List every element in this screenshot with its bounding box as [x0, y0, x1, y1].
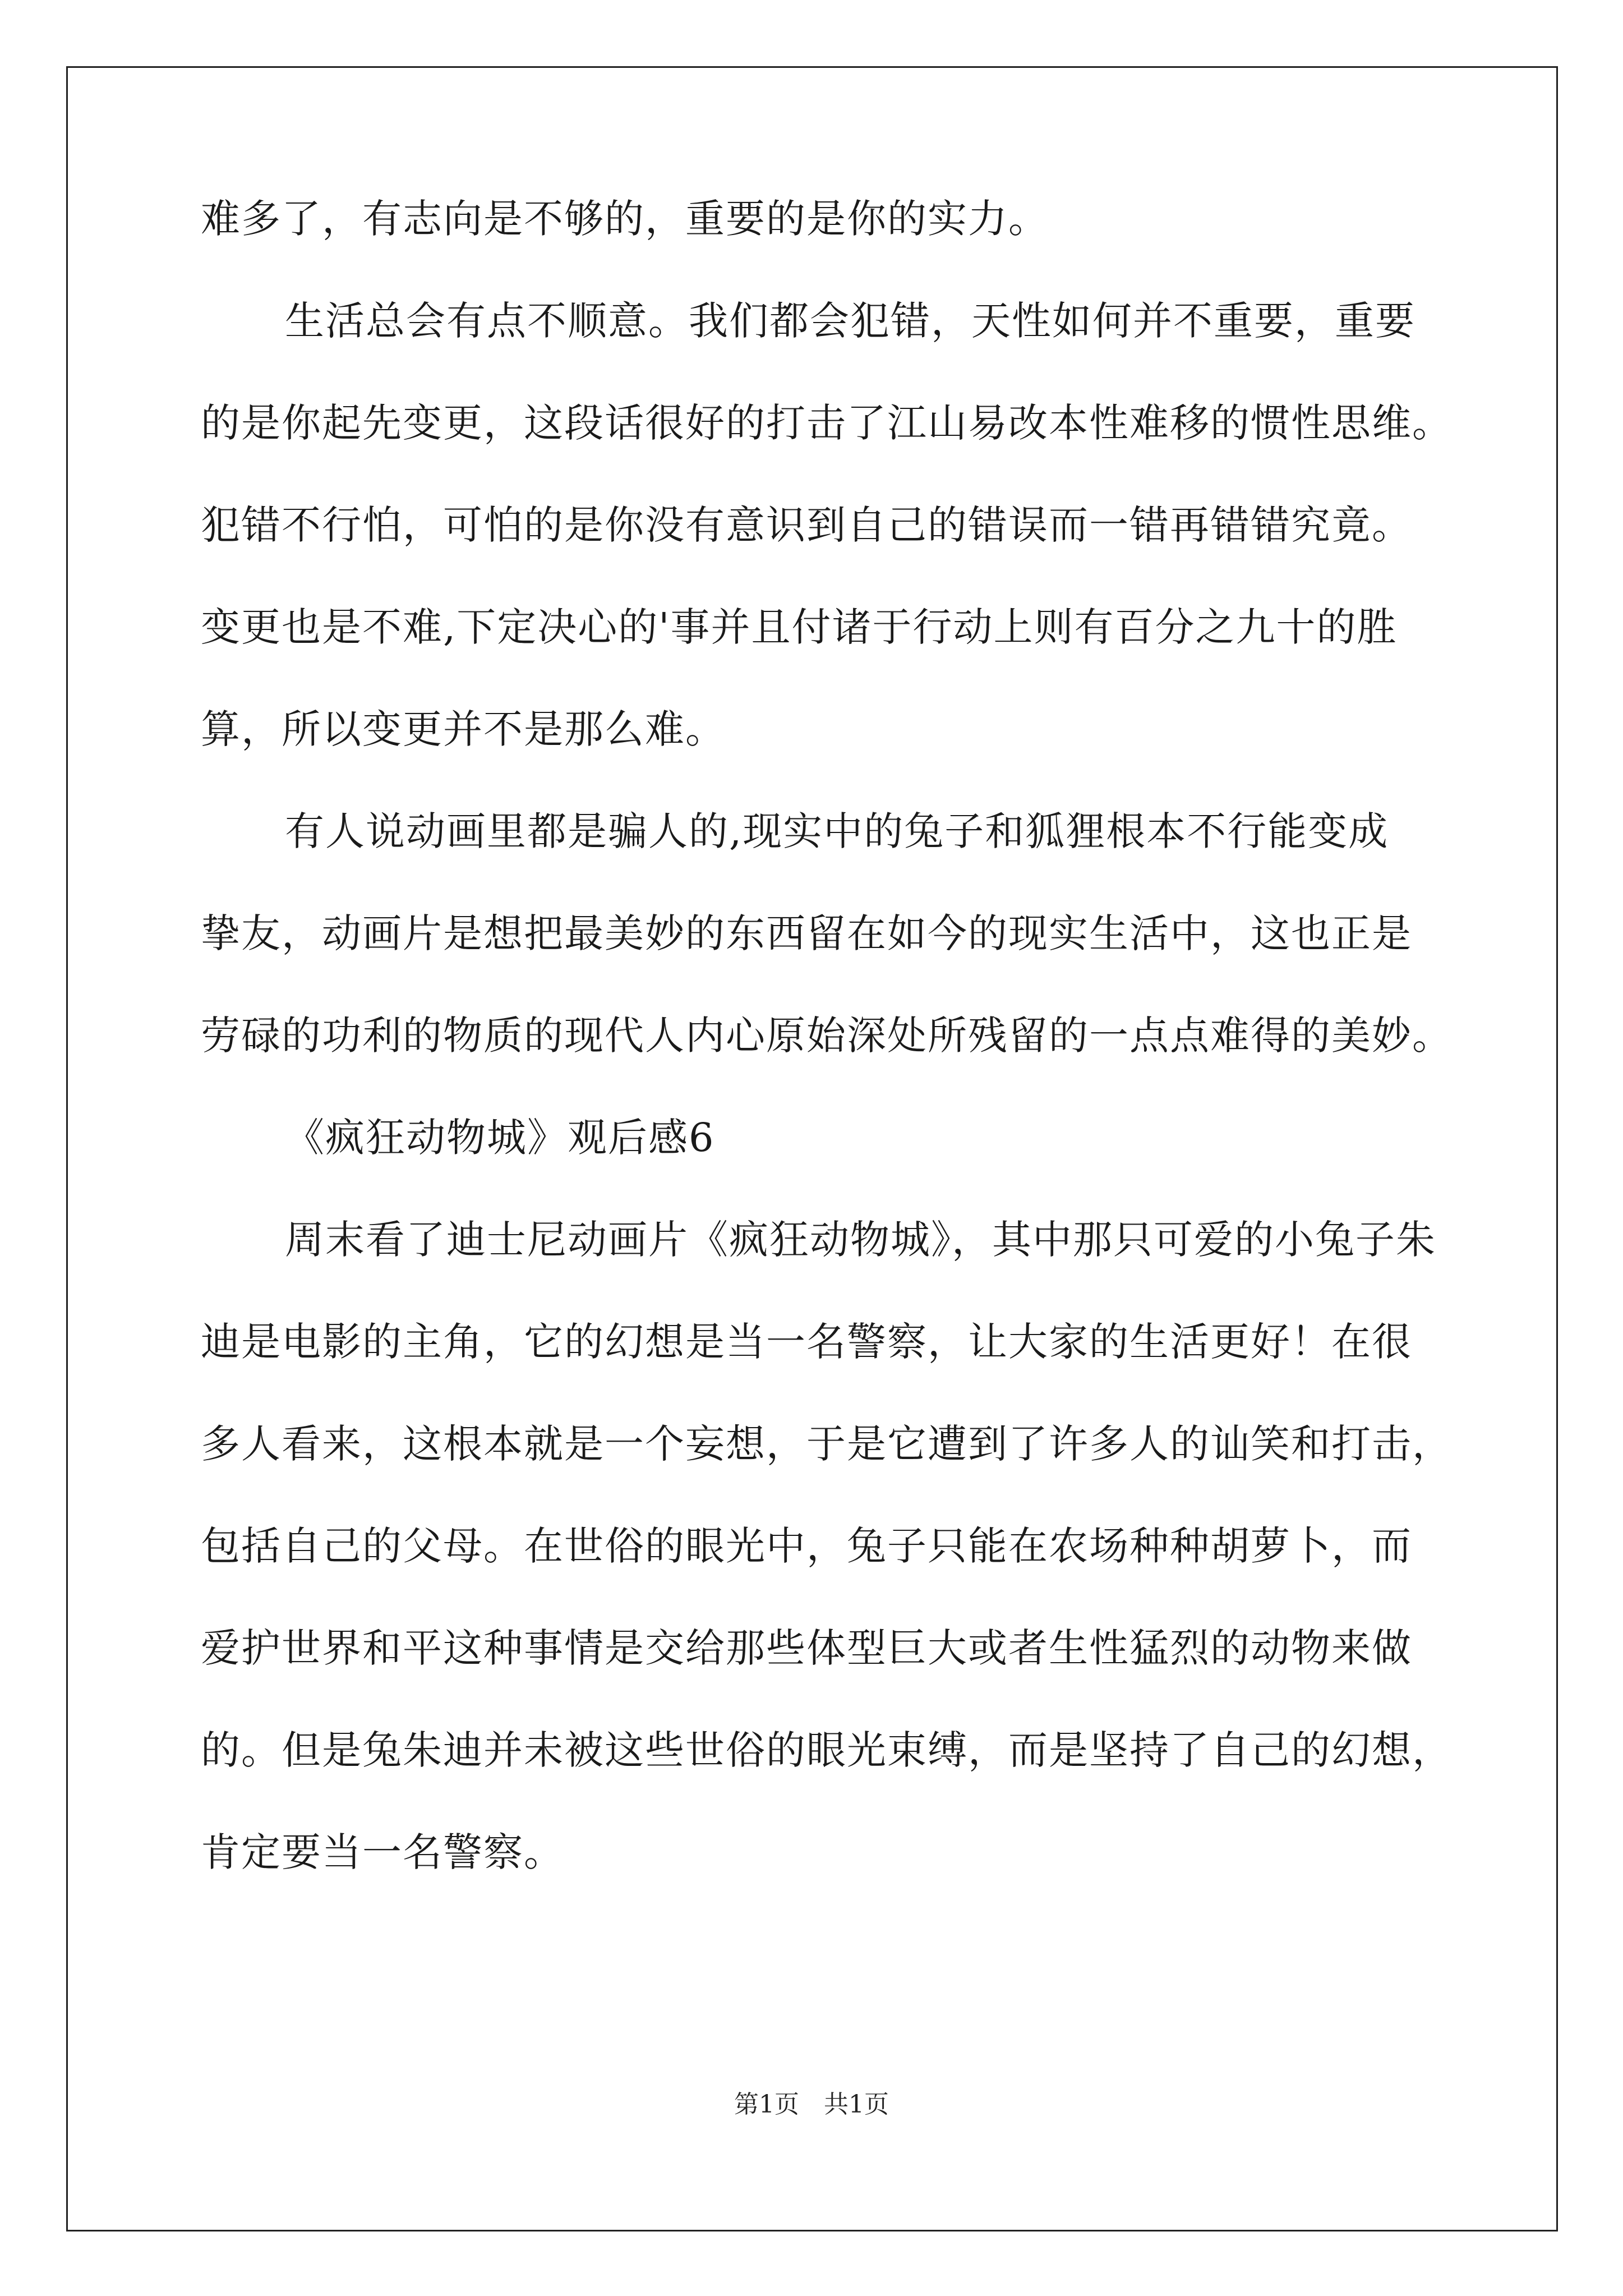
text-line: 有人说动画里都是骗人的,现实中的兔子和狐狸根本不行能变成	[285, 808, 1389, 854]
text-line: 变更也是不难,下定决心的'事并且付诸于行动上则有百分之九十的胜	[201, 604, 1398, 650]
text-line: 算，所以变更并不是那么难。	[201, 706, 726, 752]
text-line: 的。但是兔朱迪并未被这些世俗的眼光束缚，而是坚持了自己的幻想，	[201, 1727, 1453, 1773]
text-line: 的是你起先变更，这段话很好的打击了江山易改本性难移的惯性思维。	[201, 400, 1453, 446]
text-line: 犯错不行怕，可怕的是你没有意识到自己的错误而一错再错错究竟。	[201, 502, 1412, 548]
text-line: 爱护世界和平这种事情是交给那些体型巨大或者生性猛烈的动物来做	[201, 1625, 1412, 1671]
text-line: 挚友，动画片是想把最美妙的东西留在如今的现实生活中，这也正是	[201, 910, 1412, 956]
text-line: 肯定要当一名警察。	[201, 1829, 564, 1875]
text-line: 难多了，有志向是不够的，重要的是你的实力。	[201, 196, 1049, 242]
text-line: 包括自己的父母。在世俗的眼光中，兔子只能在农场种种胡萝卜，而	[201, 1523, 1412, 1569]
text-line: 生活总会有点不顺意。我们都会犯错，天性如何并不重要，重要	[285, 298, 1415, 344]
text-line: 多人看来，这根本就是一个妄想，于是它遭到了许多人的讪笑和打击，	[201, 1421, 1453, 1467]
section-heading: 《疯狂动物城》观后感6	[285, 1115, 715, 1161]
text-line: 劳碌的功利的物质的现代人内心原始深处所残留的一点点难得的美妙。	[201, 1013, 1453, 1059]
text-line: 周末看了迪士尼动画片《疯狂动物城》，其中那只可爱的小兔子朱	[285, 1217, 1436, 1263]
text-line: 迪是电影的主角，它的幻想是当一名警察，让大家的生活更好！在很	[201, 1319, 1412, 1365]
page-number-footer: 第1页 共1页	[734, 2090, 889, 2119]
